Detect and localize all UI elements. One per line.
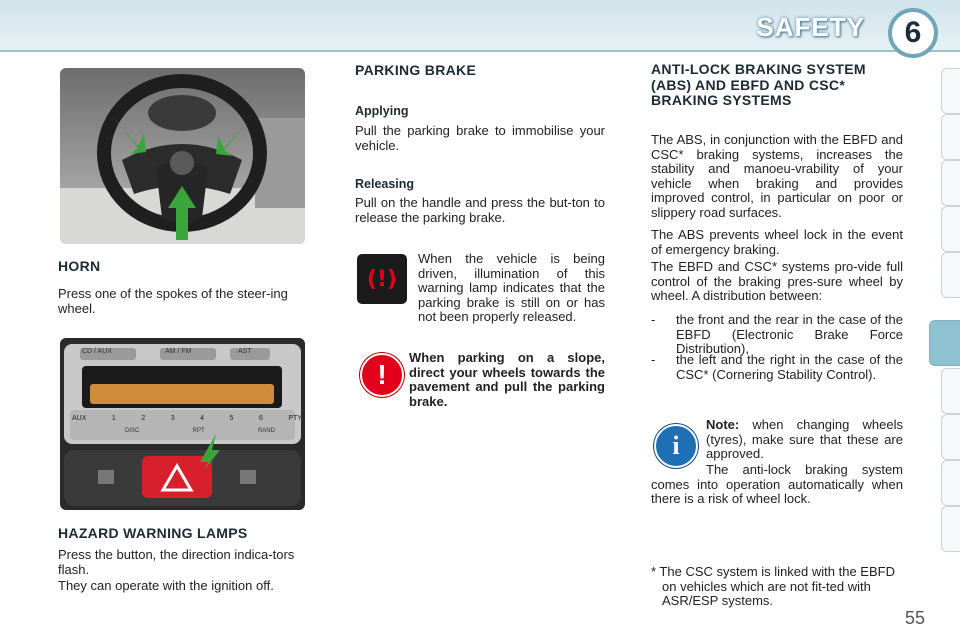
applying-text: Pull the parking brake to immobilise your vehicle. bbox=[355, 123, 605, 153]
horn-title: HORN bbox=[58, 258, 101, 274]
horn-text: Press one of the spokes of the steer-ing wheel. bbox=[58, 286, 288, 316]
chapter-tab[interactable] bbox=[941, 114, 960, 160]
radio-sub-keys bbox=[125, 428, 275, 434]
steering-wheel-photo bbox=[60, 68, 305, 244]
brake-lamp-symbol: (!) bbox=[366, 266, 398, 292]
radio-key: 2 bbox=[141, 415, 146, 422]
list-marker: - bbox=[651, 352, 656, 367]
chapter-tab-active[interactable] bbox=[929, 320, 960, 366]
footnote: * The CSC system is linked with the EBFD on vehicles which are not fit-ted with ASR/ESP systems. bbox=[651, 564, 895, 608]
chapter-tab[interactable] bbox=[941, 506, 960, 552]
chapter-tab[interactable] bbox=[941, 68, 960, 114]
page-header bbox=[0, 0, 960, 52]
radio-button-label: AM / FM bbox=[165, 348, 192, 355]
hazard-text-2: They can operate with the ignition off. bbox=[58, 578, 274, 593]
radio-key: 5 bbox=[229, 415, 234, 422]
hazard-title: HAZARD WARNING LAMPS bbox=[58, 525, 248, 541]
abs-list-item bbox=[651, 313, 903, 357]
list-marker: - bbox=[651, 312, 656, 327]
slope-warning-text: When parking on a slope, direct your wheels towards the pavement and pull the parking brake. bbox=[409, 350, 605, 409]
hazard-text-1: Press the button, the direction indica-tors flash. bbox=[58, 547, 295, 577]
radio-sub-key: RAND bbox=[257, 428, 275, 434]
info-icon: i bbox=[654, 424, 698, 468]
abs-title: ANTI-LOCK BRAKING SYSTEM (ABS) AND EBFD AND CSC* BRAKING SYSTEMS bbox=[651, 61, 866, 108]
radio-key: 3 bbox=[170, 415, 175, 422]
radio-sub-key: RPT bbox=[192, 428, 205, 434]
parking-brake-title: PARKING BRAKE bbox=[355, 62, 477, 78]
brake-warning-text: When the vehicle is being driven, illumination of this warning lamp indicates that the parking brake is still on or has not been properly released. bbox=[418, 251, 605, 324]
exclamation-icon: ! bbox=[360, 353, 404, 397]
radio-keys bbox=[72, 415, 302, 422]
note-body: when changing wheels (tyres), make sure that these are approved. bbox=[706, 417, 903, 461]
radio-button-label: AST bbox=[238, 348, 252, 355]
radio-key: 6 bbox=[258, 415, 263, 422]
abs-list-item bbox=[651, 353, 903, 397]
note-label: Note: bbox=[706, 417, 740, 432]
releasing-title: Releasing bbox=[355, 177, 415, 191]
radio-key: AUX bbox=[72, 415, 87, 422]
chapter-badge bbox=[888, 8, 938, 58]
abs-paragraph-2: The ABS prevents wheel lock in the event of emergency braking. bbox=[651, 227, 903, 257]
releasing-text: Pull on the handle and press the but-ton to release the parking brake. bbox=[355, 195, 605, 225]
radio-key: 1 bbox=[111, 415, 116, 422]
hazard-panel-photo bbox=[60, 338, 305, 510]
list-item-text: the left and the right in the case of the CSC* (Cornering Stability Control). bbox=[676, 352, 903, 382]
radio-key: PTY bbox=[288, 415, 302, 422]
applying-title: Applying bbox=[355, 104, 409, 118]
chapter-tab[interactable] bbox=[941, 206, 960, 252]
note-text bbox=[706, 418, 903, 462]
abs-paragraph-1: The ABS, in conjunction with the EBFD and CSC* braking systems, increases the stability and manoeu-vrability of your vehicle when braking and provides improved control, in particular on poor or slippery road surfaces. bbox=[651, 132, 903, 220]
brake-warning-lamp-icon bbox=[357, 254, 407, 304]
radio-sub-key: DISC bbox=[125, 428, 140, 434]
abs-paragraph-3: The EBFD and CSC* systems pro-vide full control of the braking pres-sure wheel by wheel. A distribution between: bbox=[651, 259, 903, 303]
chapter-tab[interactable] bbox=[941, 252, 960, 298]
radio-key: 4 bbox=[200, 415, 205, 422]
chapter-tabs bbox=[928, 68, 960, 573]
chapter-number: 6 bbox=[904, 16, 922, 49]
chapter-tab[interactable] bbox=[941, 160, 960, 206]
radio-button-label: CD / AUX bbox=[82, 348, 112, 355]
chapter-title: SAFETY bbox=[756, 12, 865, 42]
note-text-2: The anti-lock braking system comes into operation automatically when there is a risk of wheel lock. bbox=[651, 462, 903, 506]
chapter-tab[interactable] bbox=[941, 368, 960, 414]
chapter-tab[interactable] bbox=[941, 414, 960, 460]
chapter-tab[interactable] bbox=[941, 460, 960, 506]
page-number: 55 bbox=[905, 608, 926, 628]
list-item-text: the front and the rear in the case of the EBFD (Electronic Brake Force Distribution), bbox=[676, 312, 903, 356]
